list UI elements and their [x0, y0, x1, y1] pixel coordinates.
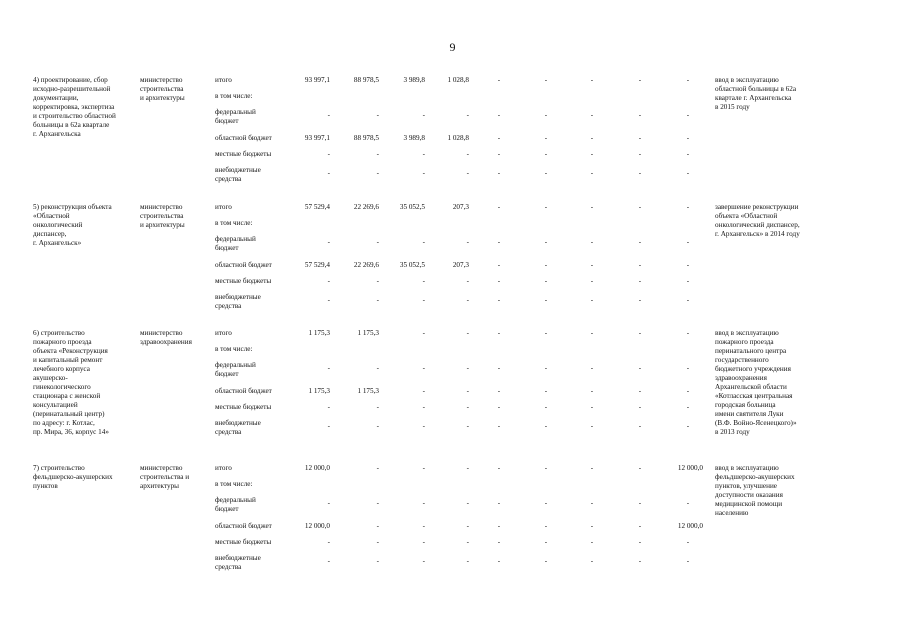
executor: министерство строительства и архитектуры: [140, 76, 185, 102]
table-cell: 1 175,3: [308, 387, 330, 395]
table-cell: -: [497, 464, 501, 472]
expected-result: ввод в эксплуатацию пожарного проезда перинатального центра государственного бюджетного учреждения здравоохранения Архангельской области «Котласская центральная городская больница имени святителя Луки (В.Ф. Войно-Ясенецкого)» в 2013 году: [715, 329, 797, 436]
table-cell: -: [422, 277, 425, 285]
table-cell: -: [544, 557, 548, 565]
table-cell: -: [497, 329, 501, 337]
table-cell: 93 997,1: [304, 76, 330, 84]
measure-name: 6) строительство пожарного проезда объекта «Реконструкция и капитальный ремонт лечебного корпуса акушерско- гинекологического стационара с женской консультацией (перинатальный центр) по адресу: г. Котлас, пр. Мира, 36, корпус 14»: [33, 329, 109, 436]
table-cell: -: [544, 277, 548, 285]
table-cell: -: [497, 150, 501, 158]
table-cell: -: [686, 538, 690, 546]
table-cell: -: [497, 557, 501, 565]
table-cell: 3 989,8: [403, 134, 425, 142]
table-cell: -: [376, 422, 379, 430]
table-cell: -: [544, 422, 548, 430]
table-cell: 57 529,4: [304, 203, 330, 211]
table-cell: -: [590, 364, 594, 372]
table-cell: 22 269,6: [353, 203, 379, 211]
table-cell: -: [686, 238, 690, 246]
table-cell: -: [376, 464, 379, 472]
row-label: местные бюджеты: [215, 538, 272, 546]
row-label: внебюджетные средства: [215, 166, 261, 183]
table-cell: -: [590, 403, 594, 411]
table-cell: -: [376, 296, 379, 304]
table-cell: -: [544, 76, 548, 84]
table-cell: -: [544, 134, 548, 142]
table-cell: -: [422, 329, 425, 337]
table-cell: -: [544, 150, 548, 158]
table-cell: -: [544, 329, 548, 337]
table-cell: -: [590, 111, 594, 119]
table-cell: -: [590, 499, 594, 507]
table-cell: -: [638, 422, 642, 430]
table-cell: -: [544, 261, 548, 269]
row-label: в том числе:: [215, 345, 253, 353]
row-label: внебюджетные средства: [215, 293, 261, 310]
table-cell: -: [544, 538, 548, 546]
table-cell: -: [686, 169, 690, 177]
table-cell: -: [686, 277, 690, 285]
table-cell: -: [466, 364, 469, 372]
table-cell: -: [638, 76, 642, 84]
table-cell: -: [497, 403, 501, 411]
table-cell: 3 989,8: [403, 76, 425, 84]
executor: министерство строительства и архитектуры: [140, 464, 190, 490]
row-label: федеральный бюджет: [215, 108, 256, 125]
page-number: 9: [449, 40, 456, 54]
table-cell: -: [327, 499, 330, 507]
table-cell: -: [327, 557, 330, 565]
table-cell: -: [466, 422, 469, 430]
table-cell: -: [638, 277, 642, 285]
table-cell: -: [544, 464, 548, 472]
table-cell: -: [327, 538, 330, 546]
table-cell: 207,3: [452, 203, 469, 211]
table-cell: -: [422, 169, 425, 177]
row-label: итого: [215, 76, 232, 84]
table-cell: -: [466, 329, 469, 337]
table-cell: -: [327, 169, 330, 177]
table-cell: -: [686, 329, 690, 337]
table-cell: -: [686, 296, 690, 304]
table-cell: -: [638, 169, 642, 177]
table-cell: -: [497, 169, 501, 177]
table-cell: -: [590, 134, 594, 142]
table-cell: -: [422, 150, 425, 158]
table-cell: -: [686, 261, 690, 269]
table-cell: -: [466, 403, 469, 411]
table-cell: -: [376, 538, 379, 546]
table-cell: -: [376, 557, 379, 565]
row-label: внебюджетные средства: [215, 554, 261, 571]
table-cell: -: [590, 277, 594, 285]
table-cell: -: [466, 499, 469, 507]
row-label: итого: [215, 464, 232, 472]
table-cell: -: [497, 296, 501, 304]
row-label: федеральный бюджет: [215, 496, 256, 513]
table-cell: -: [686, 150, 690, 158]
table-cell: -: [544, 387, 548, 395]
table-cell: -: [497, 261, 501, 269]
table-cell: -: [638, 522, 642, 530]
table-cell: -: [466, 277, 469, 285]
table-cell: 88 978,5: [353, 134, 379, 142]
row-label: местные бюджеты: [215, 150, 272, 158]
table-cell: -: [590, 557, 594, 565]
table-cell: -: [466, 169, 469, 177]
table-cell: 12 000,0: [677, 522, 703, 530]
row-label: местные бюджеты: [215, 403, 272, 411]
table-cell: 12 000,0: [304, 522, 330, 530]
table-cell: -: [638, 403, 642, 411]
table-cell: -: [686, 499, 690, 507]
table-cell: -: [638, 538, 642, 546]
table-cell: -: [327, 238, 330, 246]
table-cell: -: [638, 364, 642, 372]
table-cell: 207,3: [452, 261, 469, 269]
table-cell: 93 997,1: [304, 134, 330, 142]
table-cell: -: [590, 150, 594, 158]
table-cell: -: [544, 238, 548, 246]
executor: министерство здравоохранения: [140, 329, 192, 346]
table-cell: -: [497, 364, 501, 372]
table-cell: -: [590, 296, 594, 304]
table-cell: -: [590, 238, 594, 246]
row-label: федеральный бюджет: [215, 361, 256, 378]
table-cell: -: [327, 422, 330, 430]
table-cell: -: [327, 277, 330, 285]
table-cell: -: [497, 538, 501, 546]
table-cell: -: [376, 522, 379, 530]
table-cell: -: [327, 364, 330, 372]
table-cell: -: [638, 329, 642, 337]
table-cell: -: [544, 296, 548, 304]
table-cell: -: [422, 499, 425, 507]
table-cell: -: [327, 296, 330, 304]
table-cell: -: [638, 203, 642, 211]
executor: министерство строительства и архитектуры: [140, 203, 185, 229]
table-cell: -: [590, 522, 594, 530]
expected-result: ввод в эксплуатацию областной больницы в 62а квартале г. Архангельска в 2015 году: [715, 76, 797, 111]
table-cell: -: [686, 557, 690, 565]
table-cell: 1 175,3: [308, 329, 330, 337]
table-cell: -: [422, 522, 425, 530]
measure-name: 7) строительство фельдшерско-акушерских пунктов: [33, 464, 113, 490]
table-cell: -: [590, 329, 594, 337]
table-cell: -: [376, 364, 379, 372]
row-label: итого: [215, 203, 232, 211]
table-cell: -: [497, 277, 501, 285]
table-cell: 1 175,3: [357, 387, 379, 395]
table-cell: -: [422, 387, 425, 395]
table-cell: -: [544, 522, 548, 530]
table-cell: -: [638, 557, 642, 565]
table-cell: -: [686, 134, 690, 142]
table-cell: -: [497, 238, 501, 246]
table-cell: -: [422, 538, 425, 546]
table-cell: -: [327, 403, 330, 411]
table-cell: -: [497, 422, 501, 430]
table-cell: -: [638, 134, 642, 142]
table-cell: -: [497, 111, 501, 119]
table-cell: -: [590, 261, 594, 269]
table-cell: -: [590, 538, 594, 546]
table-cell: 1 028,8: [447, 134, 469, 142]
expected-result: ввод в эксплуатацию фельдшерско-акушерских пунктов, улучшение доступности оказания медицинской помощи населению: [715, 464, 795, 517]
table-cell: -: [466, 150, 469, 158]
table-cell: -: [422, 238, 425, 246]
table-cell: -: [590, 464, 594, 472]
table-cell: -: [422, 111, 425, 119]
table-cell: -: [544, 169, 548, 177]
table-cell: 1 028,8: [447, 76, 469, 84]
table-cell: -: [686, 364, 690, 372]
table-cell: -: [686, 403, 690, 411]
table-cell: -: [422, 557, 425, 565]
table-cell: -: [422, 403, 425, 411]
expected-result: завершение реконструкции объекта «Областной онкологический диспансер, г. Архангельск» в 2014 году: [715, 203, 800, 238]
table-cell: -: [466, 111, 469, 119]
table-cell: -: [590, 422, 594, 430]
row-label: в том числе:: [215, 219, 253, 227]
table-cell: -: [497, 522, 501, 530]
table-cell: -: [544, 111, 548, 119]
table-cell: -: [422, 364, 425, 372]
table-cell: -: [686, 76, 690, 84]
table-cell: -: [590, 387, 594, 395]
table-cell: -: [327, 111, 330, 119]
row-label: областной бюджет: [215, 387, 272, 395]
table-cell: -: [376, 238, 379, 246]
table-cell: -: [376, 150, 379, 158]
table-cell: 22 269,6: [353, 261, 379, 269]
measure-name: 5) реконструкция объекта «Областной онкологический диспансер, г. Архангельск»: [33, 203, 112, 247]
measure-name: 4) проектирование, сбор исходно-разрешительной документации, корректировка, экспертиза и строительство областной больницы в 62а квартале г. Архангельска: [33, 76, 116, 138]
table-cell: -: [497, 387, 501, 395]
table-cell: -: [376, 499, 379, 507]
table-cell: -: [376, 111, 379, 119]
table-cell: -: [638, 464, 642, 472]
table-cell: -: [466, 296, 469, 304]
table-cell: -: [466, 387, 469, 395]
table-cell: 12 000,0: [304, 464, 330, 472]
table-cell: -: [466, 238, 469, 246]
table-cell: -: [638, 150, 642, 158]
table-cell: -: [466, 522, 469, 530]
table-cell: 35 052,5: [399, 203, 425, 211]
table-cell: 57 529,4: [304, 261, 330, 269]
table-cell: -: [544, 364, 548, 372]
table-cell: -: [590, 76, 594, 84]
table-cell: -: [422, 464, 425, 472]
table-cell: -: [686, 203, 690, 211]
table-cell: 1 175,3: [357, 329, 379, 337]
table-cell: -: [590, 203, 594, 211]
row-label: областной бюджет: [215, 522, 272, 530]
table-cell: -: [376, 403, 379, 411]
table-cell: -: [638, 296, 642, 304]
table-cell: -: [376, 169, 379, 177]
table-cell: -: [686, 422, 690, 430]
row-label: итого: [215, 329, 232, 337]
table-cell: -: [376, 277, 379, 285]
table-cell: -: [686, 387, 690, 395]
table-cell: -: [638, 499, 642, 507]
row-label: областной бюджет: [215, 261, 272, 269]
table-cell: -: [638, 261, 642, 269]
row-label: в том числе:: [215, 480, 253, 488]
table-cell: -: [466, 557, 469, 565]
row-label: местные бюджеты: [215, 277, 272, 285]
row-label: федеральный бюджет: [215, 235, 256, 252]
table-cell: -: [422, 422, 425, 430]
table-cell: -: [686, 111, 690, 119]
table-cell: 35 052,5: [399, 261, 425, 269]
table-cell: -: [544, 203, 548, 211]
table-cell: -: [497, 134, 501, 142]
table-cell: -: [544, 403, 548, 411]
table-cell: -: [497, 76, 501, 84]
table-cell: -: [327, 150, 330, 158]
table-cell: -: [466, 464, 469, 472]
table-cell: -: [638, 111, 642, 119]
table-cell: -: [466, 538, 469, 546]
table-cell: -: [497, 499, 501, 507]
table-cell: -: [544, 499, 548, 507]
row-label: в том числе:: [215, 92, 253, 100]
table-cell: -: [638, 387, 642, 395]
table-cell: 12 000,0: [677, 464, 703, 472]
row-label: областной бюджет: [215, 134, 272, 142]
table-cell: -: [638, 238, 642, 246]
row-label: внебюджетные средства: [215, 419, 261, 436]
table-cell: -: [422, 296, 425, 304]
table-cell: 88 978,5: [353, 76, 379, 84]
table-cell: -: [590, 169, 594, 177]
table-cell: -: [497, 203, 501, 211]
